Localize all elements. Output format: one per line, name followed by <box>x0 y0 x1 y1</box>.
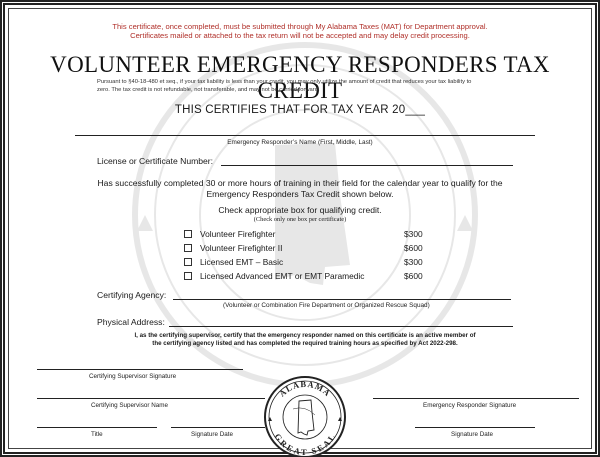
supervisor-signature-field[interactable] <box>37 369 243 370</box>
option-label: Licensed EMT – Basic <box>200 257 284 267</box>
training-text <box>5 178 595 200</box>
option-amount: $300 <box>404 257 423 267</box>
responder-name-field[interactable] <box>75 135 535 136</box>
option-amount: $600 <box>404 271 423 281</box>
submission-notice <box>5 22 595 41</box>
great-seal-icon <box>263 375 347 457</box>
pursuant-line-2: zero. The tax credit is not refundable, not transferable, and may not be carried forward. <box>97 86 320 93</box>
pursuant-line-1: Pursuant to §40-18-480 et seq., if your tax liability is less than your credit, you may only utilize the amount of credit that reduces your tax liability to <box>97 79 472 85</box>
physical-address-field[interactable] <box>169 326 513 327</box>
option-amount: $300 <box>404 229 423 239</box>
option-advanced-emt-paramedic[interactable] <box>184 271 424 284</box>
pursuant-text <box>97 79 527 94</box>
license-label: License or Certificate Number: <box>97 156 214 166</box>
option-volunteer-firefighter[interactable] <box>184 229 424 242</box>
certifying-agency-field[interactable] <box>173 299 511 300</box>
title-field[interactable] <box>37 427 157 428</box>
certificate-title: VOLUNTEER EMERGENCY RESPONDERS TAX CREDIT <box>50 52 550 103</box>
option-label: Volunteer Firefighter II <box>200 243 283 253</box>
supervisor-name-field[interactable] <box>37 398 265 399</box>
notice-line-2: Certificates mailed or attached to the tax return will not be accepted and may delay credit processing. <box>130 31 470 41</box>
supervisor-name-label: Certifying Supervisor Name <box>91 402 168 409</box>
check-heading: Check appropriate box for qualifying credit. <box>218 205 382 215</box>
checkbox[interactable] <box>184 244 192 252</box>
supervisor-date-label: Signature Date <box>191 431 234 438</box>
checkbox[interactable] <box>184 230 192 238</box>
statement-line-2: the certifying agency listed and has completed the required training hours as specified by Act 2022-298. <box>152 340 458 348</box>
seal-bottom-text: GREAT SEAL <box>272 431 338 457</box>
title-label: Title <box>91 431 103 438</box>
option-label: Volunteer Firefighter <box>200 229 276 239</box>
responder-date-field[interactable] <box>415 427 535 428</box>
certification-statement <box>95 332 515 348</box>
physical-address-label: Physical Address: <box>97 317 165 327</box>
supervisor-signature-label: Certifying Supervisor Signature <box>89 373 177 380</box>
responder-name-label: Emergency Responder’s Name (First, Middle, Last) <box>227 139 373 146</box>
option-volunteer-firefighter-ii[interactable] <box>184 243 424 256</box>
responder-date-label: Signature Date <box>451 431 494 438</box>
statement-line-1: I, as the certifying supervisor, certify that the emergency responder named on this certificate is an active member of <box>134 332 476 339</box>
training-line-2: Emergency Responders Tax Credit shown below. <box>206 189 394 199</box>
seal-top-text: ALABAMA <box>276 378 334 399</box>
agency-hint: (Volunteer or Combination Fire Department or Organized Rescue Squad) <box>223 302 430 309</box>
checkbox[interactable] <box>184 272 192 280</box>
responder-signature-field[interactable] <box>373 398 579 399</box>
certifying-agency-label: Certifying Agency: <box>97 290 167 300</box>
supervisor-date-field[interactable] <box>171 427 265 428</box>
option-label: Licensed Advanced EMT or EMT Paramedic <box>200 271 365 281</box>
training-line-1: Has successfully completed 30 or more hours of training in their field for the calendar year to qualify for the <box>97 178 503 188</box>
tax-year-heading: THIS CERTIFIES THAT FOR TAX YEAR 20___ <box>174 104 426 116</box>
option-licensed-emt-basic[interactable] <box>184 257 424 270</box>
license-number-field[interactable] <box>221 165 513 166</box>
notice-line-1: This certificate, once completed, must be submitted through My Alabama Taxes (MAT) for Department approval. <box>112 22 488 31</box>
credit-options <box>184 228 424 284</box>
responder-signature-label: Emergency Responder Signature <box>423 402 517 409</box>
check-subheading: (Check only one box per certificate) <box>253 216 347 223</box>
checkbox[interactable] <box>184 258 192 266</box>
option-amount: $600 <box>404 243 423 253</box>
